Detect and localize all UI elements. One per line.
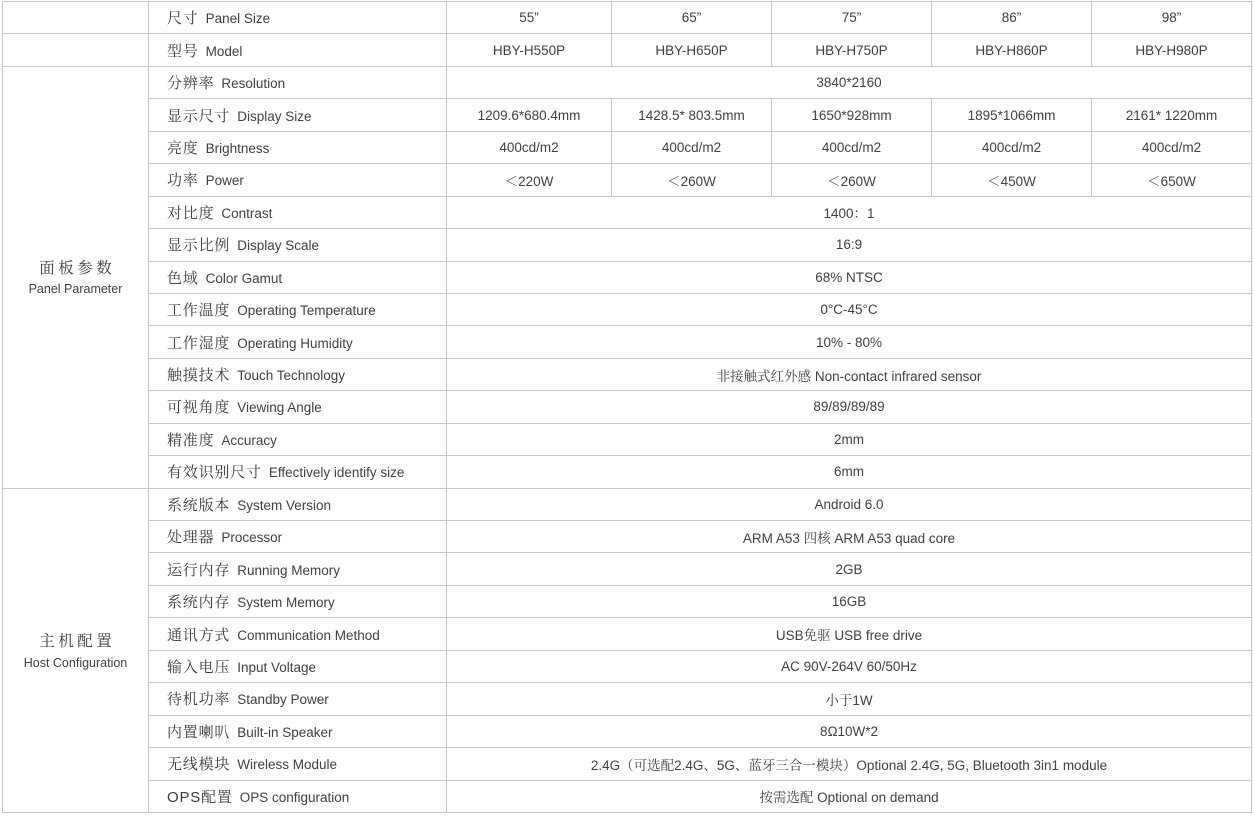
row-label-zh: 待机功率 — [167, 691, 231, 709]
merged-value-cell: 1400：1 — [447, 196, 1252, 228]
row-label-cell — [149, 164, 447, 196]
row-label-cell — [149, 229, 447, 261]
merged-value-cell: 6mm — [447, 456, 1252, 488]
row-label-en: Wireless Module — [237, 757, 337, 773]
merged-value-cell: USB免驱 USB free drive — [447, 618, 1252, 650]
merged-value-cell: 89/89/89/89 — [447, 391, 1252, 423]
merged-value-cell: 3840*2160 — [447, 66, 1252, 98]
row-label-zh: 处理器 — [167, 529, 215, 547]
value-cell: 86” — [932, 2, 1092, 34]
row-label-cell — [149, 780, 447, 813]
row-label-cell — [149, 2, 447, 34]
row-label-en: Running Memory — [237, 562, 340, 578]
row-label-en: Color Gamut — [205, 270, 283, 286]
row-label-zh: 系统版本 — [167, 496, 231, 514]
group-label-zh: 主机配置 — [39, 632, 116, 650]
table-row — [3, 553, 1252, 585]
row-label-cell — [149, 521, 447, 553]
row-label-en: System Version — [237, 497, 331, 513]
row-label-zh: 有效识别尺寸 — [167, 464, 262, 482]
row-label-zh: 对比度 — [167, 204, 215, 222]
row-label-zh: 亮度 — [167, 139, 199, 157]
table-row — [3, 326, 1252, 358]
group-label-en: Panel Parameter — [28, 282, 123, 297]
merged-value-cell: 68% NTSC — [447, 261, 1252, 293]
spec-table — [2, 1, 1252, 813]
value-cell: HBY-H980P — [1092, 34, 1252, 66]
row-label-zh: 显示尺寸 — [167, 107, 231, 125]
table-row — [3, 618, 1252, 650]
row-label-en: Standby Power — [237, 692, 329, 708]
value-cell: ＜450W — [932, 164, 1092, 196]
merged-value-cell: 非接触式红外感 Non-contact infrared sensor — [447, 358, 1252, 390]
group-header-cell — [3, 66, 149, 488]
row-label-en: System Memory — [237, 595, 335, 611]
row-label-en: Operating Temperature — [237, 303, 376, 319]
row-label-zh: 无线模块 — [167, 756, 231, 774]
table-row — [3, 34, 1252, 66]
spec-table-body — [3, 2, 1252, 813]
row-label-cell — [149, 66, 447, 98]
row-label-zh: 功率 — [167, 172, 199, 190]
table-row — [3, 780, 1252, 813]
merged-value-cell: 16GB — [447, 585, 1252, 617]
table-row — [3, 715, 1252, 747]
row-label-cell — [149, 618, 447, 650]
value-cell: HBY-H750P — [772, 34, 932, 66]
merged-value-cell: 16:9 — [447, 229, 1252, 261]
row-label-zh: 工作湿度 — [167, 334, 231, 352]
row-label-zh: 分辨率 — [167, 75, 215, 93]
table-row — [3, 131, 1252, 163]
table-row — [3, 585, 1252, 617]
merged-value-cell: 8Ω10W*2 — [447, 715, 1252, 747]
row-label-cell — [149, 650, 447, 682]
row-label-en: Communication Method — [237, 627, 380, 643]
value-cell: ＜220W — [447, 164, 612, 196]
row-label-en: OPS configuration — [239, 789, 350, 805]
row-label-en: Touch Technology — [237, 368, 346, 384]
value-cell: HBY-H550P — [447, 34, 612, 66]
row-label-cell — [149, 423, 447, 455]
table-row — [3, 261, 1252, 293]
row-label-zh: 可视角度 — [167, 399, 231, 417]
row-label-en: Operating Humidity — [237, 335, 353, 351]
row-label-cell — [149, 585, 447, 617]
table-row — [3, 66, 1252, 98]
row-label-cell — [149, 488, 447, 520]
row-label-zh: 型号 — [167, 42, 199, 60]
row-label-zh: 通讯方式 — [167, 626, 231, 644]
table-row — [3, 748, 1252, 780]
group-label-en: Host Configuration — [23, 655, 128, 670]
table-row — [3, 683, 1252, 715]
row-label-cell — [149, 358, 447, 390]
merged-value-cell: Android 6.0 — [447, 488, 1252, 520]
row-label-zh: 触摸技术 — [167, 367, 231, 385]
table-row — [3, 456, 1252, 488]
table-row — [3, 358, 1252, 390]
row-label-en: Display Scale — [237, 238, 319, 254]
row-label-zh: 显示比例 — [167, 237, 231, 255]
table-row — [3, 293, 1252, 325]
row-label-zh: 内置喇叭 — [167, 723, 231, 741]
row-label-zh: 精准度 — [167, 431, 215, 449]
row-label-en: Input Voltage — [237, 659, 317, 675]
row-label-en: Effectively identify size — [268, 465, 405, 481]
merged-value-cell: 0°C-45°C — [447, 293, 1252, 325]
row-label-zh: 运行内存 — [167, 561, 231, 579]
row-label-cell — [149, 715, 447, 747]
value-cell: HBY-H650P — [612, 34, 772, 66]
value-cell: 2161* 1220mm — [1092, 99, 1252, 131]
table-row — [3, 229, 1252, 261]
value-cell: 1428.5* 803.5mm — [612, 99, 772, 131]
row-label-cell — [149, 196, 447, 228]
group-spacer-cell — [3, 34, 149, 66]
row-label-cell — [149, 261, 447, 293]
row-label-zh: 系统内存 — [167, 594, 231, 612]
value-cell: 400cd/m2 — [447, 131, 612, 163]
table-row — [3, 196, 1252, 228]
row-label-cell — [149, 683, 447, 715]
group-spacer-cell — [3, 2, 149, 34]
table-row — [3, 423, 1252, 455]
row-label-zh: OPS配置 — [167, 788, 233, 806]
row-label-cell — [149, 34, 447, 66]
row-label-zh: 尺寸 — [167, 10, 199, 28]
row-label-en: Resolution — [221, 76, 286, 92]
value-cell: 65” — [612, 2, 772, 34]
table-row — [3, 391, 1252, 423]
value-cell: 400cd/m2 — [932, 131, 1092, 163]
merged-value-cell: ARM A53 四核 ARM A53 quad core — [447, 521, 1252, 553]
value-cell: ＜260W — [772, 164, 932, 196]
row-label-en: Panel Size — [205, 11, 271, 27]
row-label-zh: 工作温度 — [167, 302, 231, 320]
row-label-en: Power — [205, 173, 244, 189]
merged-value-cell: AC 90V-264V 60/50Hz — [447, 650, 1252, 682]
merged-value-cell: 10% - 80% — [447, 326, 1252, 358]
value-cell: 1209.6*680.4mm — [447, 99, 612, 131]
table-row — [3, 488, 1252, 520]
row-label-en: Accuracy — [221, 432, 277, 448]
table-row — [3, 521, 1252, 553]
value-cell: ＜260W — [612, 164, 772, 196]
value-cell: 400cd/m2 — [1092, 131, 1252, 163]
merged-value-cell: 按需选配 Optional on demand — [447, 780, 1252, 813]
row-label-zh: 色域 — [167, 269, 199, 287]
value-cell: 98” — [1092, 2, 1252, 34]
row-label-cell — [149, 748, 447, 780]
row-label-zh: 输入电压 — [167, 658, 231, 676]
table-row — [3, 650, 1252, 682]
merged-value-cell: 小于1W — [447, 683, 1252, 715]
table-row — [3, 99, 1252, 131]
value-cell: 1895*1066mm — [932, 99, 1092, 131]
table-row — [3, 2, 1252, 34]
value-cell: 1650*928mm — [772, 99, 932, 131]
value-cell: 400cd/m2 — [772, 131, 932, 163]
row-label-en: Contrast — [221, 205, 273, 221]
row-label-en: Built-in Speaker — [237, 724, 333, 740]
row-label-cell — [149, 99, 447, 131]
group-label-zh: 面板参数 — [39, 259, 116, 277]
row-label-en: Model — [205, 43, 243, 59]
merged-value-cell: 2mm — [447, 423, 1252, 455]
row-label-cell — [149, 131, 447, 163]
row-label-cell — [149, 456, 447, 488]
row-label-cell — [149, 293, 447, 325]
row-label-cell — [149, 326, 447, 358]
table-row — [3, 164, 1252, 196]
merged-value-cell: 2GB — [447, 553, 1252, 585]
value-cell: 75” — [772, 2, 932, 34]
row-label-cell — [149, 391, 447, 423]
value-cell: HBY-H860P — [932, 34, 1092, 66]
value-cell: 400cd/m2 — [612, 131, 772, 163]
group-header-cell — [3, 488, 149, 812]
value-cell: 55” — [447, 2, 612, 34]
row-label-cell — [149, 553, 447, 585]
row-label-en: Display Size — [237, 108, 312, 124]
row-label-en: Processor — [221, 530, 283, 546]
row-label-en: Brightness — [205, 140, 270, 156]
row-label-en: Viewing Angle — [237, 400, 322, 416]
merged-value-cell: 2.4G（可选配2.4G、5G、蓝牙三合一模块）Optional 2.4G, 5G, Bluetooth 3in1 module — [447, 748, 1252, 780]
value-cell: ＜650W — [1092, 164, 1252, 196]
